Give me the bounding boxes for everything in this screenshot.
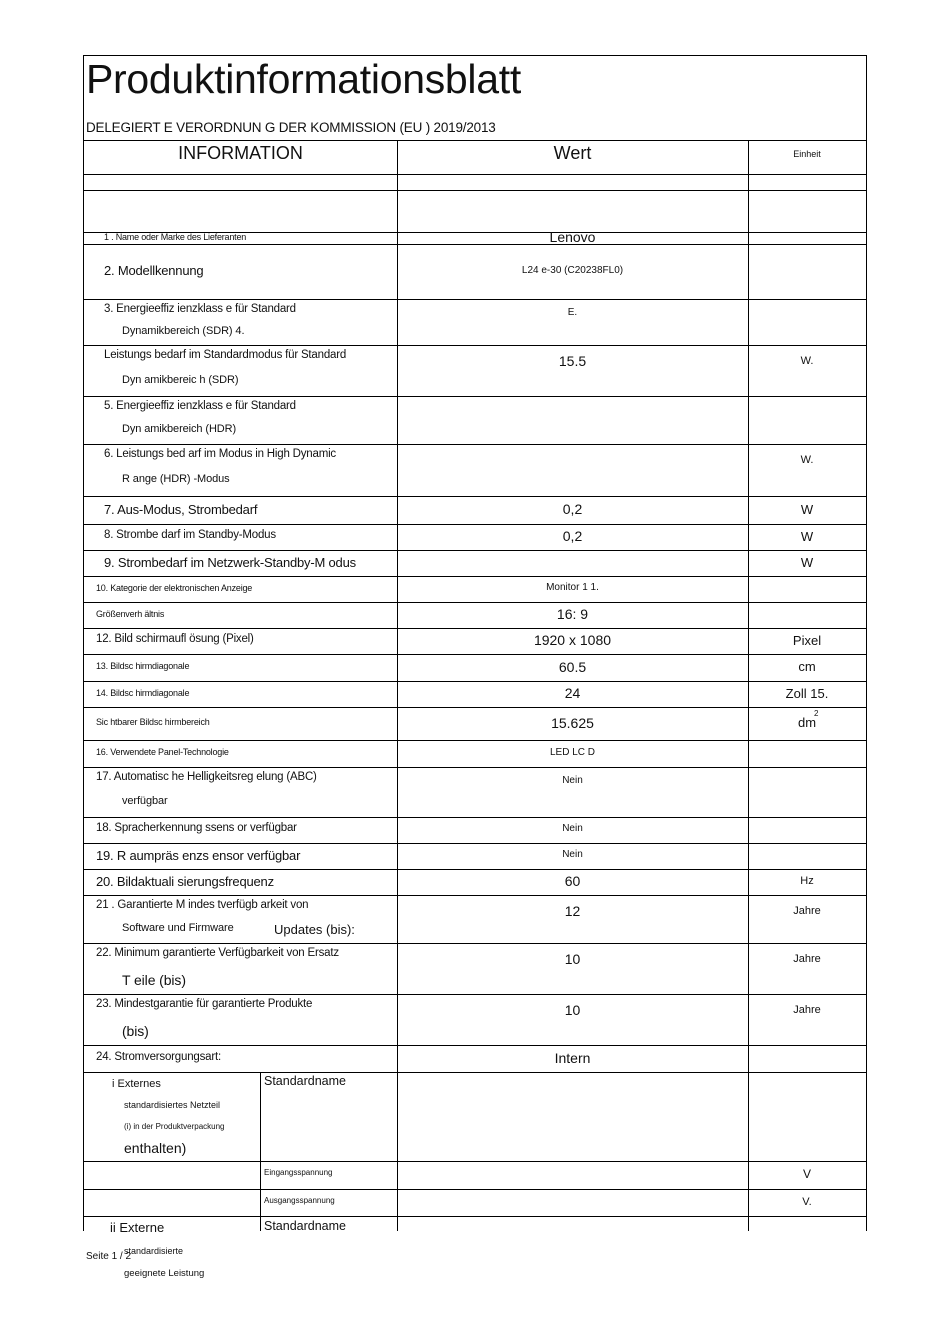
row-label: 5. Energieeffiz ienzklass e für Standard	[104, 400, 296, 412]
row-unit: Jahre	[793, 953, 821, 965]
psu-external-label: i Externes	[112, 1078, 161, 1090]
row-label: 7. Aus-Modus, Strombedarf	[104, 501, 258, 517]
column-header-value: Wert	[553, 143, 592, 163]
row-label: Leistungs bedarf im Standardmodus für Standard	[104, 349, 347, 361]
row-value: 10	[564, 951, 581, 967]
psu-external-label: (i) in der Produktverpackung	[124, 1122, 225, 1131]
row-label-continued: R ange (HDR) -Modus	[122, 473, 230, 485]
row-value: E.	[567, 307, 578, 318]
row-value: 60	[564, 873, 581, 889]
row-label: 20. Bildaktuali sierungsfrequenz	[96, 873, 274, 889]
row-unit: Jahre	[793, 1004, 821, 1016]
psu-input-voltage-label: Eingangsspannung	[264, 1168, 333, 1177]
row-label-continued: Dyn amikbereic h (SDR)	[122, 373, 239, 386]
psu-suitable-label: ii Externe	[110, 1220, 165, 1235]
unit-superscript: 2	[814, 709, 819, 718]
row-label: 17. Automatisc he Helligkeitsreg elung (ABC)	[96, 771, 317, 783]
row-unit: Zoll 15.	[785, 685, 829, 701]
row-unit: Hz	[800, 874, 814, 887]
row-label: 2. Modellkennung	[104, 263, 204, 278]
row-value: 24	[564, 685, 581, 701]
row-label: 10. Kategorie der elektronischen Anzeige	[96, 582, 253, 593]
row-label: 18. Spracherkennung ssens or verfügbar	[96, 822, 297, 835]
row-label: 22. Minimum garantierte Verfügbarkeit von Ersatz	[96, 947, 339, 959]
row-value: Monitor 1 1.	[546, 582, 599, 593]
row-label: 8. Strombe darf im Standby-Modus	[104, 529, 276, 542]
row-value: 15.5	[558, 353, 587, 369]
row-label-continued: Dynamikbereich (SDR) 4.	[122, 325, 245, 337]
row-label: 19. R aumpräs enzs ensor verfügbar	[96, 847, 301, 863]
row-unit: W.	[800, 355, 814, 367]
row-unit: W	[800, 554, 814, 570]
row-value: Intern	[554, 1049, 591, 1066]
row-label: 24. Stromversorgungsart:	[96, 1050, 221, 1063]
row-value: 12	[564, 903, 581, 919]
psu-external-label: enthalten)	[124, 1140, 187, 1156]
row-value: 0,2	[562, 501, 583, 517]
page-number: Seite 1 / 2	[86, 1251, 132, 1262]
row-label: 12. Bild schirmaufl ösung (Pixel)	[96, 633, 254, 646]
row-label-continued: verfügbar	[122, 795, 168, 807]
row-unit: dm	[797, 715, 817, 730]
row-value: 15.625	[551, 714, 594, 731]
page-title: Produktinformationsblatt	[86, 56, 521, 102]
row-label: 21 . Garantierte M indes tverfügb arkeit von	[96, 899, 309, 911]
row-label-continued: (bis)	[122, 1022, 149, 1039]
psu-standard-name-label: Standardname	[264, 1074, 347, 1088]
row-value: LED LC D	[549, 746, 595, 758]
row-label-continued: Software und Firmware	[122, 922, 234, 934]
row-value: Nein	[562, 849, 583, 860]
row-value: 1920 x 1080	[533, 632, 612, 648]
row-unit: W.	[800, 454, 814, 466]
row-label: 6. Leistungs bed arf im Modus in High Dynamic	[104, 448, 336, 460]
row-label: Größenverh ältnis	[96, 608, 165, 619]
row-unit: Jahre	[793, 905, 821, 917]
row-value: Nein	[562, 823, 583, 834]
column-header-unit: Einheit	[793, 149, 821, 159]
psu-output-voltage-label: Ausgangsspannung	[264, 1196, 335, 1205]
row-label: 3. Energieeffiz ienzklass e für Standard	[104, 303, 296, 315]
row-value: L24 e-30 (C20238FL0)	[521, 264, 624, 276]
psu-output-voltage-unit: V.	[802, 1196, 812, 1208]
row-label: 1 . Name oder Marke des Lieferanten	[104, 231, 247, 242]
row-label: 23. Mindestgarantie für garantierte Produkte	[96, 998, 313, 1010]
row-label: 9. Strombedarf im Netzwerk-Standby-M odus	[104, 554, 356, 570]
psu-standard-name-label: Standardname	[264, 1219, 347, 1233]
row-value: 60.5	[558, 658, 587, 675]
row-label: 14. Bildsc hirmdiagonale	[96, 687, 190, 698]
row-value: Nein	[562, 775, 583, 786]
psu-suitable-label: geeignete Leistung	[124, 1268, 205, 1279]
row-label: Sic htbarer Bildsc hirmbereich	[96, 717, 210, 727]
row-value: 10	[564, 1002, 581, 1018]
row-unit: W	[800, 501, 814, 517]
row-label: 13. Bildsc hirmdiagonale	[96, 661, 190, 671]
row-label-continued: T eile (bis)	[122, 971, 186, 988]
column-header-information: INFORMATION	[178, 143, 303, 163]
psu-external-label: standardisiertes Netzteil	[124, 1100, 221, 1110]
row-unit: W	[800, 528, 814, 544]
row-value: Lenovo	[549, 229, 596, 245]
row-label-continued: Dyn amikbereich (HDR)	[122, 423, 237, 435]
psu-input-voltage-unit: V	[802, 1167, 811, 1181]
regulation-reference: DELEGIERT E VERORDNUN G DER KOMMISSION (EU ) 2019/2013	[86, 120, 496, 135]
row-label-continued: Updates (bis):	[274, 922, 355, 937]
psu-suitable-label: standardisierte	[124, 1246, 184, 1256]
row-unit: cm	[798, 659, 816, 674]
row-value: 16: 9	[556, 606, 589, 622]
row-label: 16. Verwendete Panel-Technologie	[96, 747, 229, 757]
row-unit: Pixel	[792, 632, 822, 648]
row-value: 0,2	[562, 528, 583, 544]
